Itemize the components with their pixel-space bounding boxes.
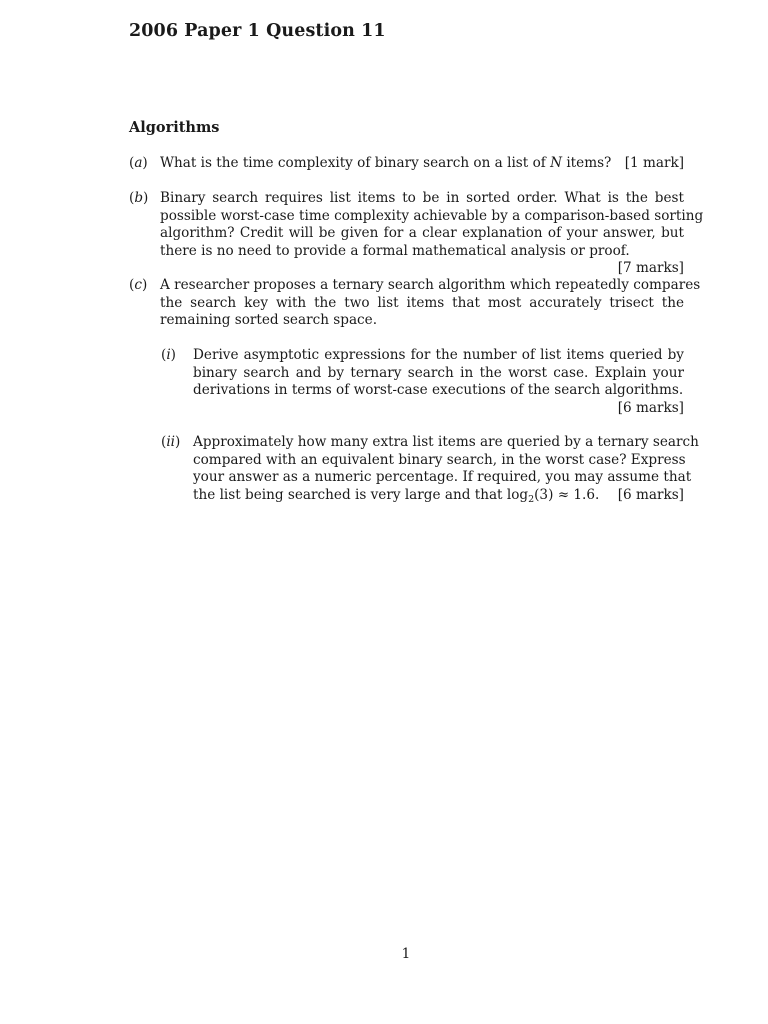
log-base-subscript: 2 [528, 493, 535, 505]
page-number: 1 [401, 946, 411, 962]
question-c-ii-line: compared with an equivalent binary search, in the worst case? Express [193, 451, 686, 468]
question-c [129, 277, 701, 330]
question-c-i-marks: [6 marks] [617, 399, 684, 416]
question-b-label: (b) [129, 190, 149, 206]
page-title: 2006 Paper 1 Question 11 [129, 21, 386, 41]
question-c-last-line: remaining sorted search space. [160, 312, 378, 328]
question-c-ii-text [193, 434, 699, 508]
question-c-i-line: Derive asymptotic expressions for the number of list items queried by [193, 347, 684, 363]
question-b-line: algorithm? Credit will be given for a clear explanation of your answer, but [160, 225, 684, 241]
section-heading: Algorithms [129, 119, 220, 136]
question-b [129, 190, 704, 278]
question-b-marks: [7 marks] [617, 260, 684, 276]
question-c-i-last-line: derivations in terms of worst-case executions of the search algorithms. [193, 382, 684, 398]
question-a-marks: [1 mark] [624, 155, 684, 171]
question-c-ii-last-line: the list being searched is very large and that $\log_2(3) \approx 1.6$. [6 marks] [193, 486, 684, 505]
question-c-ii-label: (ii) [161, 434, 181, 450]
question-c-line: A researcher proposes a ternary search algorithm which repeatedly compares [160, 277, 701, 293]
question-c-ii-line: your answer as a numeric percentage. If required, you may assume that [193, 469, 692, 485]
question-a-label: (a) [129, 155, 148, 171]
question-c-label: (c) [129, 277, 148, 293]
question-b-text [160, 190, 704, 276]
question-b-line: possible worst-case time complexity achievable by a comparison-based sorting [160, 207, 704, 224]
question-b-last-line: there is no need to provide a formal mathematical analysis or proof. [7 marks] [160, 242, 684, 276]
question-b-line: Binary search requires list items to be in sorted order. What is the best [160, 190, 684, 206]
question-c-line: the search key with the two list items that most accurately trisect the [160, 294, 684, 311]
question-c-i-text [193, 347, 684, 417]
question-a-text: What is the time complexity of binary search on a list of N items? [1 mark] [160, 155, 684, 171]
variable-n: N [550, 155, 563, 171]
question-c-ii-marks: [6 marks] [617, 486, 684, 503]
question-c-i-line: binary search and by ternary search in the worst case. Explain your [193, 364, 684, 381]
question-a [129, 155, 684, 173]
question-c-ii [161, 434, 699, 508]
question-c-i-label: (i) [161, 347, 176, 363]
question-c-i [161, 347, 684, 417]
question-c-text [160, 277, 701, 330]
question-c-ii-line: Approximately how many extra list items are queried by a ternary search [193, 434, 699, 450]
